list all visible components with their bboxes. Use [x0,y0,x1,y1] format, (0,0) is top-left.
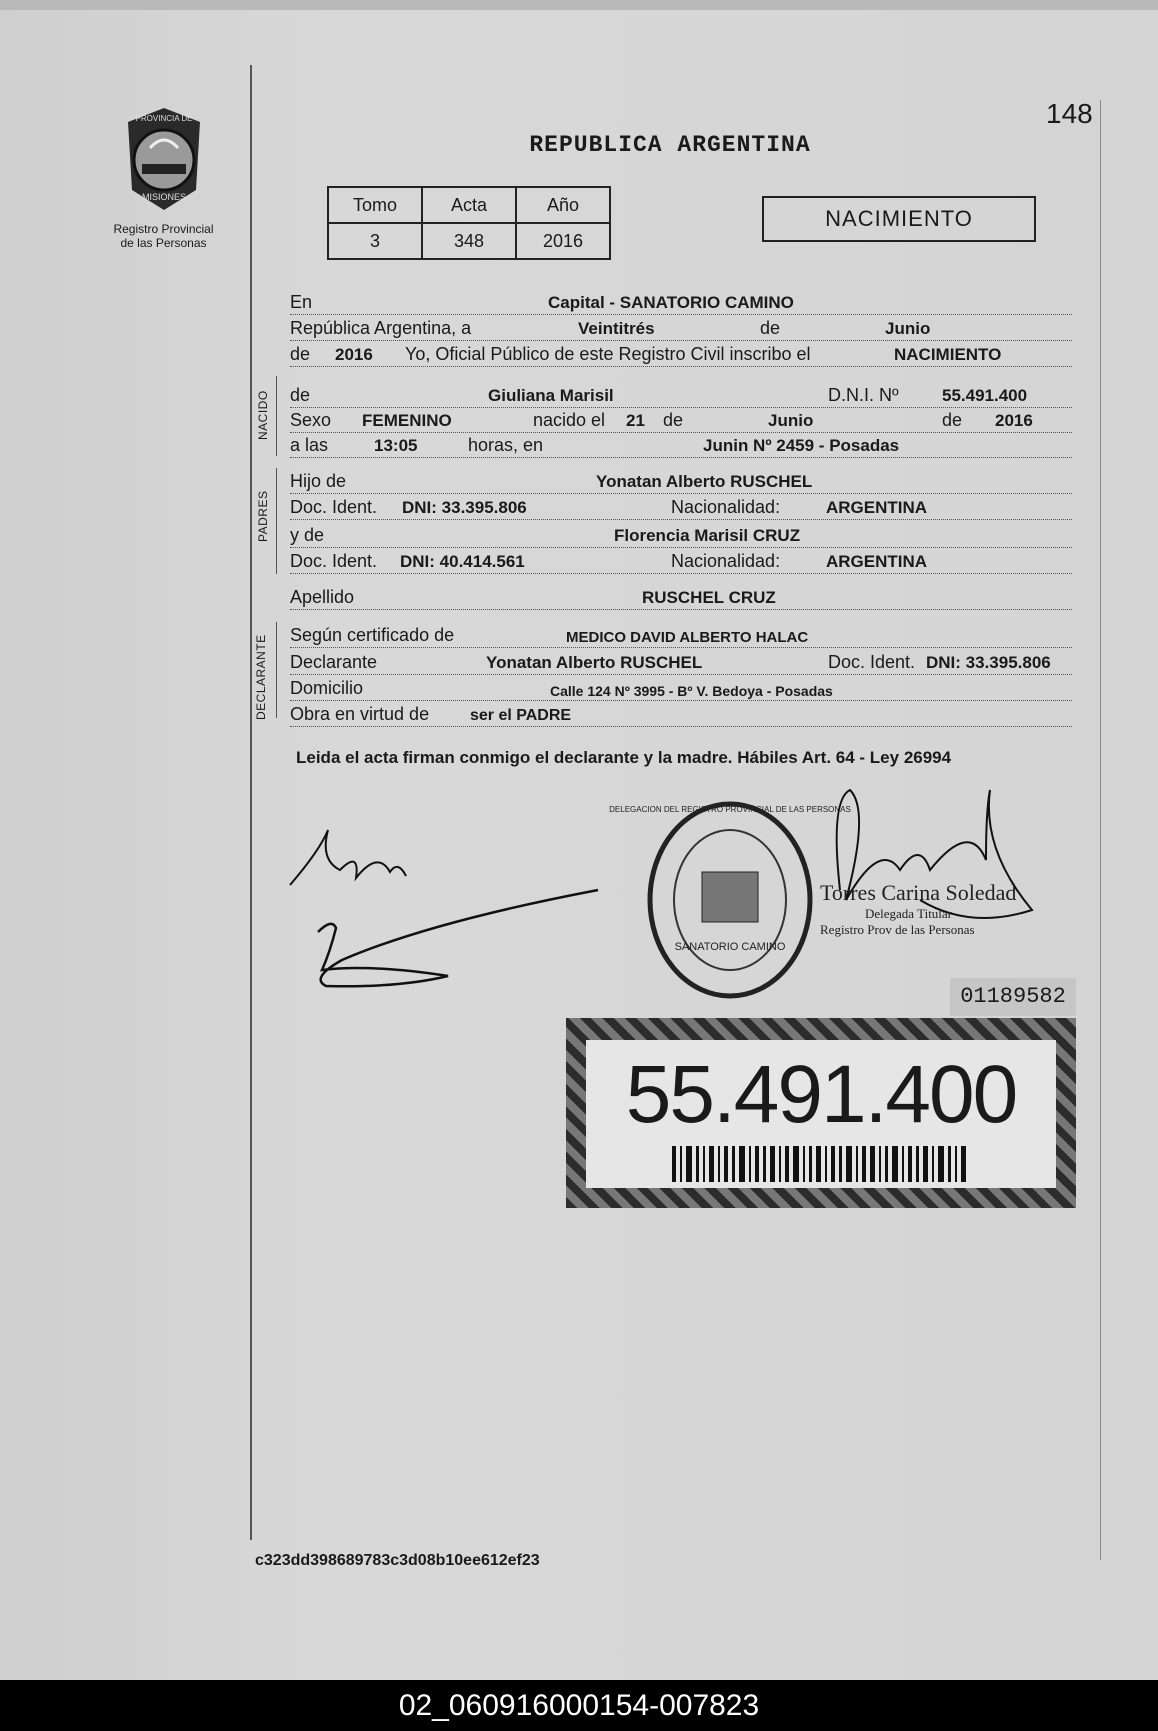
serial-number: 01189582 [950,978,1076,1016]
de-label: de [760,318,781,338]
row-father [290,467,1072,494]
birth-hour: 13:05 [374,436,418,455]
record-header-acta: Acta [422,187,516,223]
cert-value: MEDICO DAVID ALBERTO HALAC [566,629,809,646]
obra-value: ser el PADRE [470,707,572,724]
month-value: Junio [885,319,931,338]
declarante-bar [276,622,277,718]
obra-label: Obra en virtud de [290,704,430,724]
hijo-label: Hijo de [290,471,347,491]
record-table [327,186,611,260]
scan-edge [0,0,1158,10]
row-address [290,674,1072,701]
doc-label: Doc. Ident. [290,497,378,517]
sexo-value: FEMENINO [362,411,452,430]
official-office: Registro Prov de las Personas [820,922,975,937]
birth-year: 2016 [995,411,1033,430]
year-value: 2016 [335,345,373,364]
row-obra [290,700,1072,727]
record-header-tomo: Tomo [328,187,422,223]
signatures-icon [280,810,620,1000]
nacido-side-label: NACIDO [256,390,270,440]
crest-top-text: PROVINCIA DE [135,114,193,123]
padres-side-label: PADRES [256,490,270,542]
alas-label: a las [290,435,329,455]
document-hash: c323dd398689783c3d08b10ee612ef23 [255,1552,540,1569]
row-father-doc [290,493,1072,520]
record-header-anio: Año [516,187,610,223]
declarant-name: Yonatan Alberto RUSCHEL [486,653,703,672]
en-label: En [290,292,313,312]
official-seal-icon [609,790,851,1010]
row-name [290,381,1072,408]
declarante-side-label: DECLARANTE [254,634,268,720]
row-surname [290,583,1072,610]
record-value-acta: 348 [422,223,516,259]
official-name: Torres Carina Soledad [820,880,1017,905]
father-doc: DNI: 33.395.806 [402,498,527,517]
row-en [290,288,1072,315]
row-mother-doc [290,547,1072,574]
mother-name: Florencia Marisil CRUZ [614,526,801,545]
sheet-number: 148 [1046,98,1093,129]
birth-place: Junin Nº 2459 - Posadas [703,436,900,455]
dni-label-inner [586,1040,1056,1188]
barcode-icon [672,1146,972,1182]
horas-label: horas, en [468,435,544,455]
row-year [290,340,1072,367]
child-dni: 55.491.400 [942,386,1028,405]
registry-name [96,222,231,250]
closing-statement: Leida el acta firman conmigo el declarante y la madre. Hábiles Art. 64 - Ley 26994 [296,748,952,767]
record-value-anio: 2016 [516,223,610,259]
row-date [290,314,1072,341]
row-declarant [290,648,1072,675]
apellido-label: Apellido [290,587,355,607]
yde-label: y de [290,525,325,545]
province-crest-icon [114,104,214,218]
decl-doc-label: Doc. Ident. [828,652,916,672]
birth-month: Junio [768,411,814,430]
nac2-label: Nacionalidad: [671,551,781,571]
nacido-label: nacido el [533,410,606,430]
scan-footer-id: 02_060916000154-007823 [0,1680,1158,1731]
en-value: Capital - SANATORIO CAMINO [548,293,794,312]
de3-label: de [663,410,684,430]
father-name: Yonatan Alberto RUSCHEL [596,472,813,491]
rep-label: República Argentina, a [290,318,472,338]
child-name: Giuliana Marisil [488,386,614,405]
dni-big-number: 55.491.400 [625,1049,1017,1140]
official-role: Delegada Titular [865,906,953,921]
crest-bottom-text: MISIONES [141,192,187,202]
doc2-label: Doc. Ident. [290,551,378,571]
birth-day: 21 [626,411,645,430]
oficial-text: Yo, Oficial Público de este Registro Civil inscribo el [405,344,811,364]
padres-bar [276,468,277,574]
sexo-label: Sexo [290,410,332,430]
dom-label: Domicilio [290,678,364,698]
day-words: Veintitrés [578,319,655,338]
page-title: REPUBLICA ARGENTINA [529,132,811,158]
address-value: Calle 124 Nº 3995 - Bº V. Bedoya - Posadas [550,683,833,699]
left-margin-line [250,65,252,1540]
row-certificate [290,621,1072,648]
de2-label: de [290,344,311,364]
row-mother [290,521,1072,548]
inscribo-value: NACIMIENTO [894,345,1002,364]
row-time [290,431,1072,458]
row-sex [290,406,1072,433]
dni-security-label [566,1018,1076,1208]
father-nationality: ARGENTINA [826,498,928,517]
nac-label: Nacionalidad: [671,497,781,517]
de4-label: de [942,410,963,430]
mother-doc: DNI: 40.414.561 [400,552,525,571]
decl-label: Declarante [290,652,378,672]
right-margin-line [1100,100,1101,1560]
record-type-box: NACIMIENTO [762,196,1036,242]
nombre-label: de [290,385,311,405]
official-block [820,880,1016,938]
registry-line-2: de las Personas [120,236,207,250]
record-value-tomo: 3 [328,223,422,259]
registry-line-1: Registro Provincial [113,222,214,236]
mother-nationality: ARGENTINA [826,552,928,571]
cert-label: Según certificado de [290,625,455,645]
seal-inner-text: SANATORIO CAMINO [674,941,786,953]
declarant-doc: DNI: 33.395.806 [926,653,1051,672]
nacido-bar [276,376,277,456]
seal-ring-text: DELEGACION DEL REGISTRO PROVINCIAL DE LAS PERSONAS [609,805,851,814]
surname-value: RUSCHEL CRUZ [642,588,776,607]
dni-label: D.N.I. Nº [828,385,899,405]
